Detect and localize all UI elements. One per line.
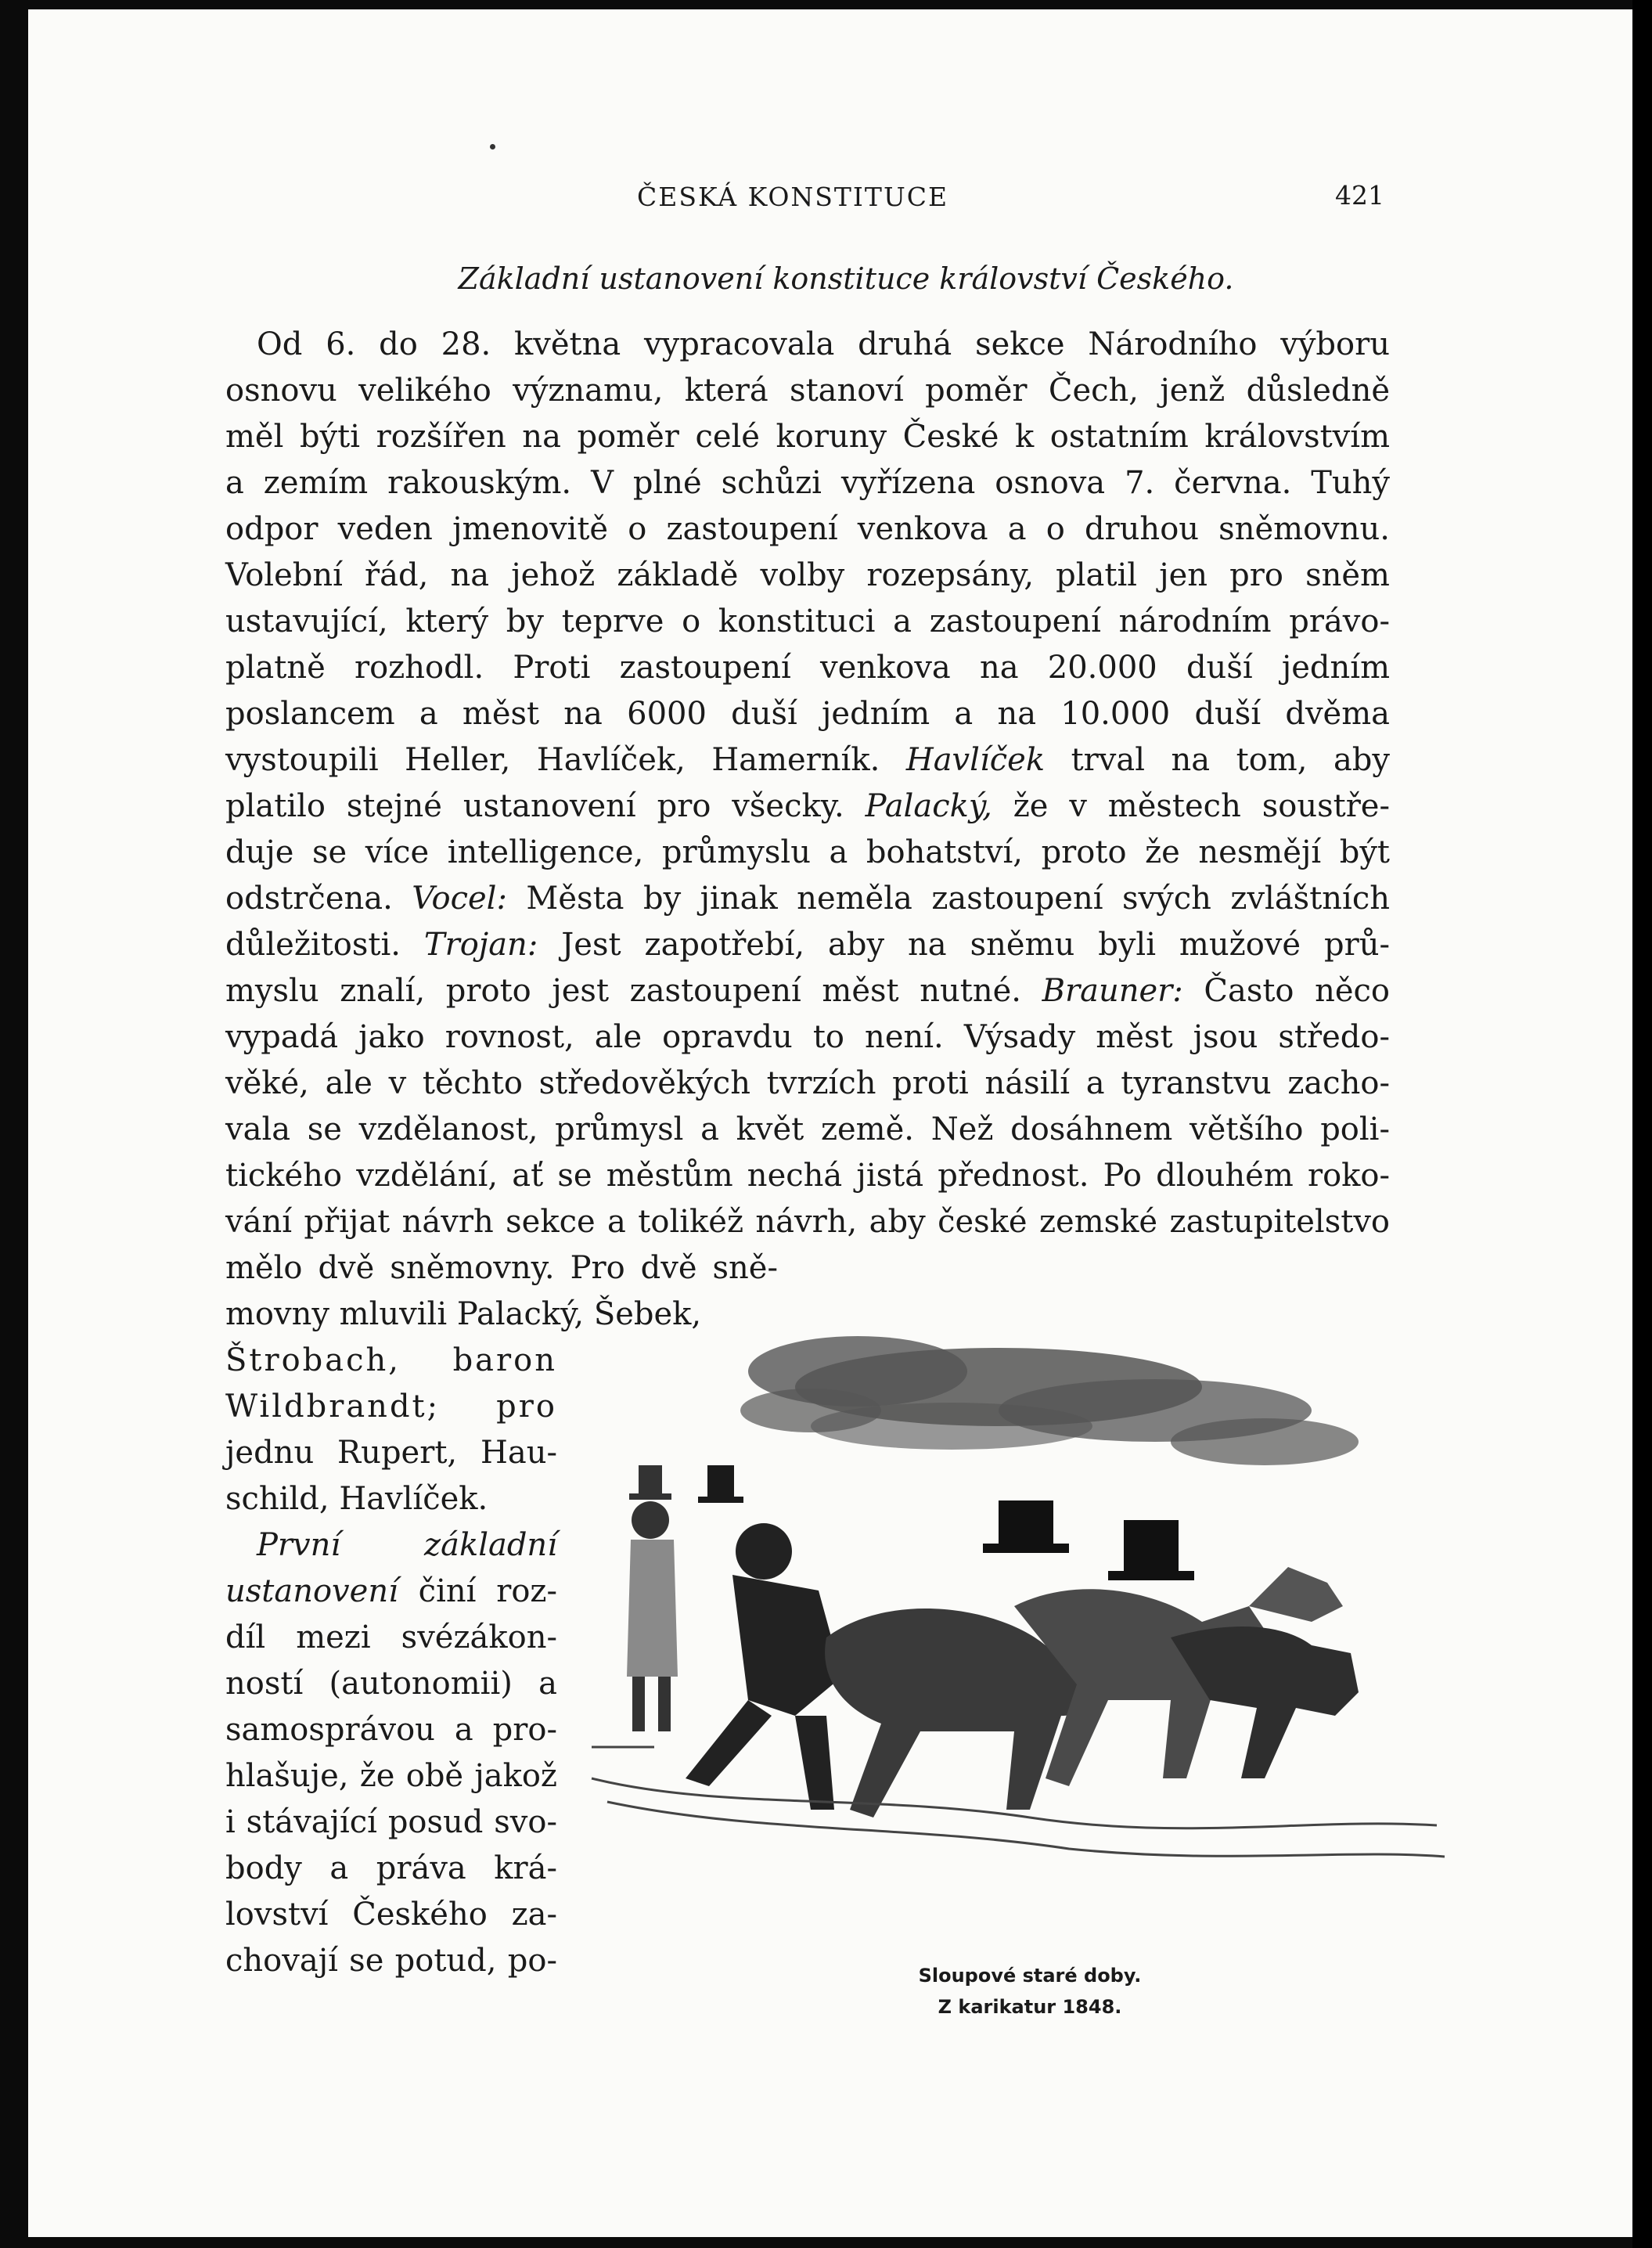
column-line: Štrobach, baron: [225, 1342, 557, 1378]
body-line: platně rozhodl. Proti zastoupení venkova na 20.000 duší jedním: [225, 650, 1390, 686]
ink-speck: [490, 144, 495, 150]
body-line: odpor veden jmenovitě o zastoupení venkova a o druhou sněmovnu.: [225, 511, 1390, 547]
column-line: díl mezi svézákon-: [225, 1619, 557, 1655]
text-run: odstrčena.: [225, 881, 393, 917]
section-title: Základní ustanovení konstituce království Českého.: [458, 261, 1234, 296]
speaker-name: Brauner:: [1042, 973, 1183, 1009]
body-line: měl býti rozšířen na poměr celé koruny České k ostatním královstvím: [225, 419, 1390, 455]
text-run: Jest zapotřebí, aby na sněmu byli mužové prů-: [561, 927, 1391, 963]
column-line: Wildbrandt; pro: [225, 1389, 557, 1425]
column-line: ností (autonomii) a: [225, 1666, 557, 1702]
body-line: [225, 926, 1390, 964]
column-line: i stávající posud svo-: [225, 1804, 557, 1840]
top-hat: [1108, 1520, 1194, 1580]
book-page: [28, 9, 1632, 2237]
body-line: [225, 880, 1390, 917]
standing-figure: [627, 1465, 678, 1731]
body-line: duje se více intelligence, průmyslu a bohatství, proto že nesmějí být: [225, 834, 1390, 870]
column-line: První základní: [257, 1527, 557, 1563]
column-line: movny mluvili Palacký, Šebek,: [225, 1296, 702, 1332]
body-line: Od 6. do 28. května vypracovala druhá sekce Národního výboru: [257, 326, 1390, 362]
top-hat: [698, 1465, 743, 1503]
text-run: vystoupili Heller, Havlíček, Hamerník.: [225, 742, 880, 778]
text-run: Často něco: [1204, 973, 1391, 1009]
body-line: Volební řád, na jehož základě volby rozepsány, platil jen pro sněm: [225, 557, 1390, 593]
body-line: vala se vzdělanost, průmysl a květ země. Než dosáhnem většího poli-: [225, 1111, 1390, 1147]
text-run: platilo stejné ustanovení pro všecky.: [225, 788, 844, 824]
running-man: [686, 1523, 842, 1810]
page-number: 421: [1335, 180, 1384, 211]
column-line: schild, Havlíček.: [225, 1481, 488, 1517]
column-line: lovství Českého za-: [225, 1897, 557, 1933]
text-run: Města by jinak neměla zastoupení svých zvláštních: [526, 881, 1390, 917]
column-line: body a práva krá-: [225, 1850, 557, 1886]
caricature-illustration: [560, 1309, 1452, 1904]
speaker-name: Palacký,: [865, 788, 992, 824]
body-line: [225, 972, 1390, 1010]
body-line: vypadá jako rovnost, ale opravdu to není. Výsady měst jsou středo-: [225, 1019, 1390, 1055]
column-line: jednu Rupert, Hau-: [225, 1435, 557, 1471]
body-line: tického vzdělání, ať se městům nechá jistá přednost. Po dlouhém roko-: [225, 1158, 1390, 1194]
speaker-name: Havlíček: [905, 742, 1046, 778]
text-run: ustanovení: [225, 1573, 398, 1609]
scan-border: [1632, 0, 1652, 2248]
text-run: myslu znalí, proto jest zastoupení měst nutné.: [225, 973, 1021, 1009]
text-run: činí roz-: [418, 1573, 557, 1609]
running-title: ČESKÁ KONSTITUCE: [637, 182, 949, 212]
text-run: trval na tom, aby: [1071, 742, 1390, 778]
body-line: [225, 787, 1390, 825]
column-line: mělo dvě sněmovny. Pro dvě sně-: [225, 1250, 778, 1286]
text-run: že v městech soustře-: [1013, 788, 1390, 824]
dog-pack: [825, 1567, 1359, 1817]
body-line: věké, ale v těchto středověkých tvrzích proti násilí a tyranstvu zacho-: [225, 1065, 1390, 1101]
body-line: [225, 741, 1390, 779]
figure-caption: [858, 1960, 1202, 2023]
smoke-cloud: [740, 1336, 1359, 1465]
speaker-name: Vocel:: [412, 881, 507, 917]
body-line: osnovu velikého významu, která stanoví poměr Čech, jenž důsledně: [225, 373, 1390, 409]
column-line: chovají se potud, po-: [225, 1943, 557, 1979]
caption-title: Sloupové staré doby.: [918, 1965, 1142, 1987]
body-line: a zemím rakouským. V plné schůzi vyřízena osnova 7. června. Tuhý: [225, 465, 1390, 501]
column-line: samosprávou a pro-: [225, 1712, 557, 1748]
body-line: poslancem a měst na 6000 duší jedním a na 10.000 duší dvěma: [225, 696, 1390, 732]
top-hat: [983, 1500, 1069, 1553]
text-run: důležitosti.: [225, 927, 401, 963]
column-line: [225, 1573, 557, 1610]
body-line: vání přijat návrh sekce a tolikéž návrh, aby české zemské zastupitelstvo: [225, 1204, 1390, 1240]
body-line: ustavující, který by teprve o konstituci a zastoupení národním právo-: [225, 603, 1390, 639]
caption-source: Z karikatur 1848.: [938, 1996, 1122, 2018]
speaker-name: Trojan:: [423, 927, 538, 963]
column-line: hlašuje, že obě jakož: [225, 1758, 557, 1794]
